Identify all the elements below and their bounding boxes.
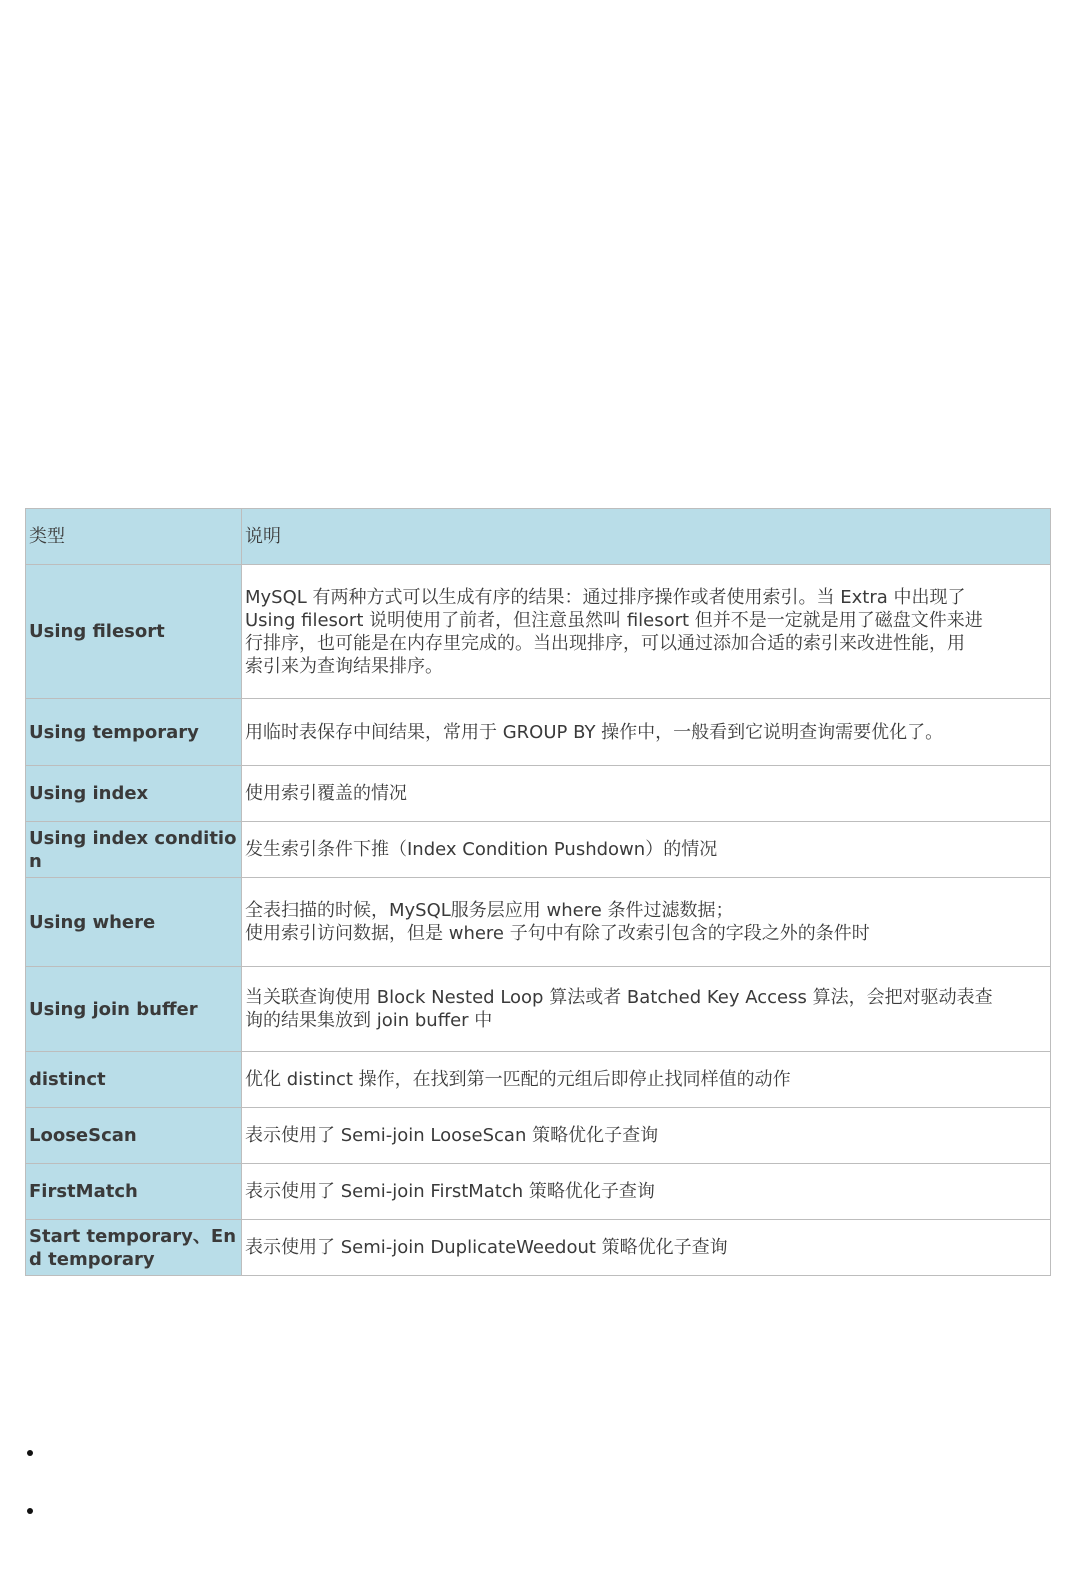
header-cell-type: 类型 [26,509,242,565]
bullet-dot-icon [27,1508,33,1514]
desc-line: 使用索引访问数据，但是 where 子句中有除了改索引包含的字段之外的条件时 [245,923,870,944]
row-type-cell: Using temporary [26,699,242,766]
table-row [26,822,1051,878]
row-type-cell: Using where [26,878,242,967]
row-type-cell: FirstMatch [26,1164,242,1220]
desc-line: 使用索引覆盖的情况 [245,783,407,804]
desc-line: 当关联查询使用 Block Nested Loop 算法或者 Batched Key Access 算法，会把对驱动表查 [245,987,993,1008]
table-header-row [26,509,1051,565]
desc-line: 优化 distinct 操作，在找到第一匹配的元组后即停止找同样值的动作 [245,1069,791,1090]
table-row [26,1052,1051,1108]
row-type-cell: LooseScan [26,1108,242,1164]
table-row [26,699,1051,766]
row-desc-cell [242,967,1051,1052]
table-row [26,1108,1051,1164]
extra-info-table [25,508,1051,1276]
desc-line: 表示使用了 Semi-join DuplicateWeedout 策略优化子查询 [245,1237,728,1258]
desc-line: 表示使用了 Semi-join LooseScan 策略优化子查询 [245,1125,659,1146]
header-cell-desc: 说明 [242,509,1051,565]
table-row [26,565,1051,699]
desc-line: 索引来为查询结果排序。 [245,655,443,677]
table-row [26,967,1051,1052]
row-type-cell: Using join buffer [26,967,242,1052]
row-type-cell: Using index condition [26,822,242,878]
desc-line: Using filesort 说明使用了前者，但注意虽然叫 filesort 但并不是一定就是用了磁盘文件来进 [245,609,983,631]
desc-line: MySQL 有两种方式可以生成有序的结果：通过排序操作或者使用索引。当 Extra 中出现了 [245,586,966,608]
extra-info-table-container [25,508,1051,1276]
row-desc-cell [242,699,1051,766]
row-type-cell: Using index [26,766,242,822]
row-type-cell: distinct [26,1052,242,1108]
row-desc-cell [242,1052,1051,1108]
desc-line: 表示使用了 Semi-join FirstMatch 策略优化子查询 [245,1181,655,1202]
row-desc-cell [242,766,1051,822]
desc-line: 发生索引条件下推（Index Condition Pushdown）的情况 [245,839,718,860]
row-desc-cell [242,1108,1051,1164]
table-row [26,1220,1051,1276]
desc-line: 询的结果集放到 join buffer 中 [245,1010,493,1031]
desc-line: 用临时表保存中间结果，常用于 GROUP BY 操作中，一般看到它说明查询需要优化了。 [245,721,944,743]
desc-line: 行排序，也可能是在内存里完成的。当出现排序，可以通过添加合适的索引来改进性能，用 [245,632,965,654]
desc-line: 全表扫描的时候，MySQL服务层应用 where 条件过滤数据； [245,900,734,921]
row-desc-cell [242,565,1051,699]
bullet-dot-icon [27,1450,33,1456]
table-row [26,766,1051,822]
row-desc-cell [242,1164,1051,1220]
table-row [26,1164,1051,1220]
row-desc-cell [242,822,1051,878]
row-type-cell: Start temporary、End temporary [26,1220,242,1276]
row-desc-cell [242,878,1051,967]
row-desc-cell [242,1220,1051,1276]
row-type-cell: Using filesort [26,565,242,699]
table-row [26,878,1051,967]
